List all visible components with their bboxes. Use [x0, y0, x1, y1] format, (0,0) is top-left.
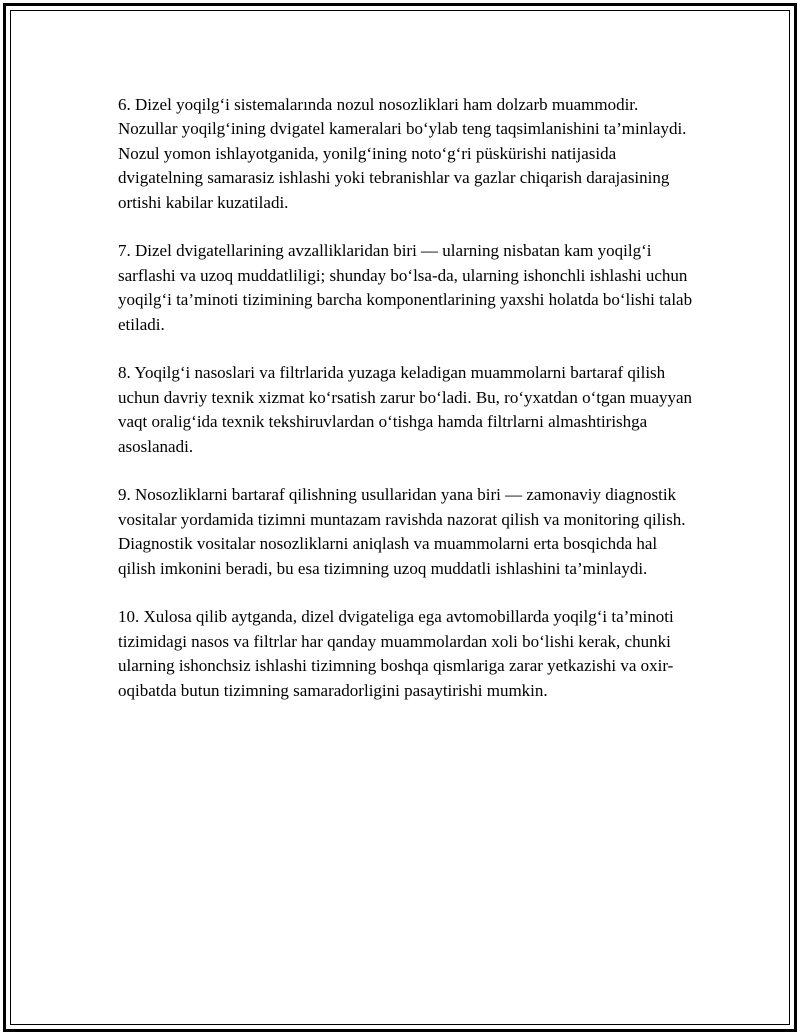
document-body: [118, 93, 698, 727]
paragraph-7: 7. Dizel dvigatellarining avzalliklaridan biri — ularning nisbatan kam yoqilg‘i sarflashi va uzoq muddatliligi; shunday bo‘lsa-da, ularning ishonchli ishlashi uchun yoqilg‘i ta’minoti tizimining barcha komponentlarining yaxshi holatda bo‘lishi talab etiladi.: [118, 241, 693, 334]
paragraph-6: 6. Dizel yoqilg‘i sistemalarında nozul nosozliklari ham dolzarb muammodir. Nozullar yoqilg‘ining dvigatel kameralari bo‘ylab teng taqsimlanishini ta’minlaydi. Nozul yomon ishlayotganida, yonilg‘ining noto‘g‘ri püskürishi natijasida dvigatelning samarasiz ishlashi yoki tebranishlar va gazlar chiqarish darajasining ortishi kabilar kuzatiladi.: [118, 95, 687, 212]
paragraph-9: 9. Nosozliklarni bartaraf qilishning usullaridan yana biri — zamonaviy diagnostik vositalar yordamida tizimni muntazam ravishda nazorat qilish va monitoring qilish. Diagnostik vositalar nosozliklarni aniqlash va muammolarni erta bosqichda hal qilish imkonini beradi, bu esa tizimning uzoq muddatli ishlashini ta’minlaydi.: [118, 485, 686, 578]
paragraph-10: 10. Xulosa qilib aytganda, dizel dvigateliga ega avtomobillarda yoqilg‘i ta’minoti tizimidagi nasos va filtrlar har qanday muammolardan xoli bo‘lishi kerak, chunki ularning ishonchsiz ishlashi tizimning boshqa qismlariga zarar yetkazishi va oxir-oqibatda butun tizimning samaradorligini pasaytirishi mumkin.: [118, 607, 674, 700]
paragraph-8: 8. Yoqilg‘i nasoslari va filtrlarida yuzaga keladigan muammolarni bartaraf qilish uchun davriy texnik xizmat ko‘rsatish zarur bo‘ladi. Bu, ro‘yxatdan o‘tgan muayyan vaqt oralig‘ida texnik tekshiruvlardan o‘tishga hamda filtrlarni almashtirishga asoslanadi.: [118, 363, 693, 456]
